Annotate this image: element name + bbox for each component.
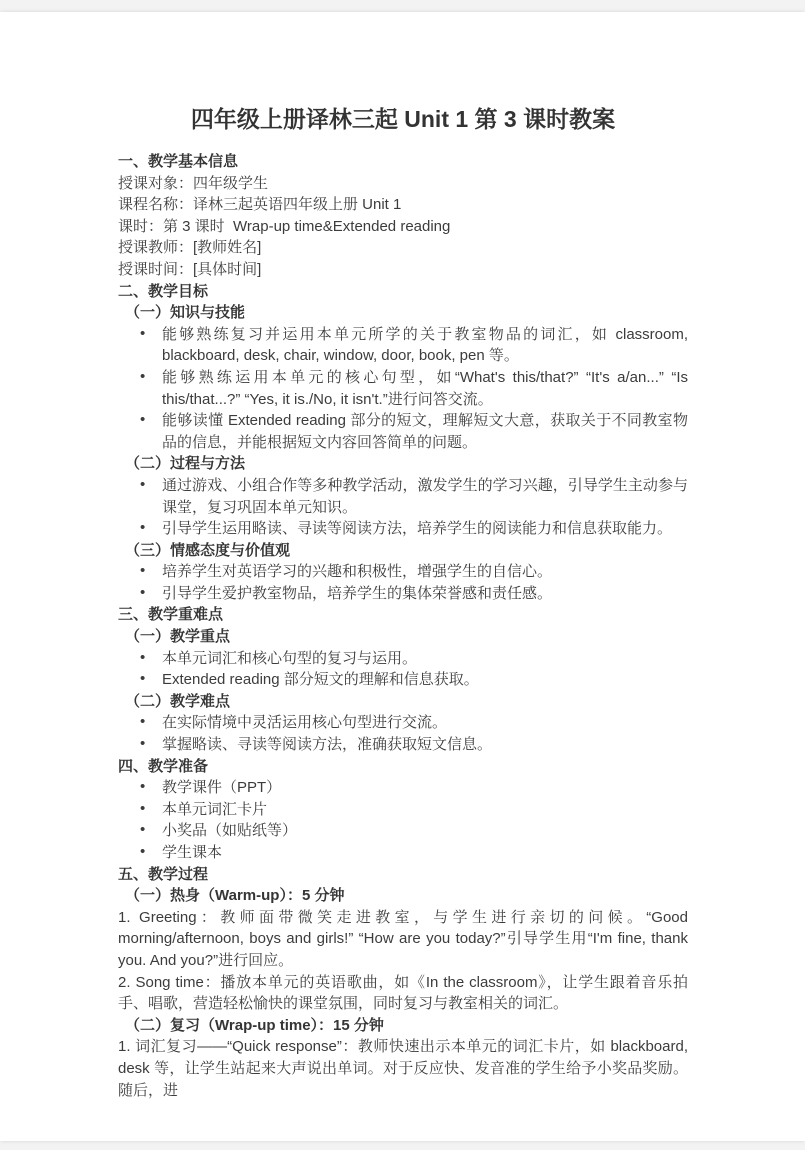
document-body [118, 151, 688, 1101]
bullet-text: 能够读懂 Extended reading 部分的短文，理解短文大意，获取关于不同教室物品的信息，并能根据短文内容回答简单的问题。 [162, 412, 688, 451]
bullet-text: 本单元词汇和核心句型的复习与运用。 [162, 649, 418, 667]
bullet-text: 能够熟练运用本单元的核心句型，如“What's this/that?” “It's a/an...” “Is this/that...?” “Yes, it is./No, it isn't.”进行问答交流。 [162, 368, 688, 408]
bullet-icon: • [140, 778, 146, 796]
bullet-item [118, 518, 688, 540]
document-title: 四年级上册译林三起 Unit 1 第 3 课时教案 [190, 106, 616, 132]
section-heading: 五、教学过程 [118, 865, 209, 883]
bullet-icon: • [140, 324, 146, 342]
bullet-text: 能够熟练复习并运用本单元所学的关于教室物品的词汇，如 classroom, blackboard, desk, chair, window, door, book, pen 等。 [162, 325, 688, 365]
bullet-icon: • [140, 843, 146, 860]
bullet-icon: • [140, 735, 146, 753]
bullet-item [118, 324, 688, 367]
info-line: 授课时间：[具体时间] [118, 260, 262, 278]
bullet-text: 培养学生对英语学习的兴趣和积极性，增强学生的自信心。 [162, 563, 553, 581]
section-heading: 二、教学目标 [118, 282, 209, 300]
bullet-text: 掌握略读、寻读等阅读方法，准确获取短文信息。 [162, 736, 493, 754]
bullet-icon: • [140, 821, 146, 839]
info-line: 课程名称：译林三起英语四年级上册 Unit 1 [118, 196, 402, 214]
bullet-text: 在实际情境中灵活运用核心句型进行交流。 [162, 714, 448, 732]
bullet-item [118, 842, 688, 864]
subsection-heading: （一）教学重点 [125, 628, 231, 646]
bullet-text: 学生课本 [162, 844, 223, 861]
bullet-item [118, 777, 688, 799]
bullet-text: 小奖品（如贴纸等） [162, 822, 298, 840]
bullet-item [118, 367, 688, 410]
bullet-icon: • [140, 411, 146, 429]
bullet-item [118, 734, 688, 756]
info-line: 授课对象：四年级学生 [118, 174, 269, 192]
bullet-icon: • [140, 519, 146, 537]
subsection-heading: （一）热身（Warm-up）：5 分钟 [125, 887, 345, 905]
bullet-icon: • [140, 799, 146, 817]
bullet-text: 引导学生运用略读、寻读等阅读方法，培养学生的阅读能力和信息获取能力。 [162, 520, 673, 538]
bullet-item [118, 583, 688, 605]
bullet-item [118, 820, 688, 842]
subsection-heading: （三）情感态度与价值观 [125, 541, 291, 559]
bullet-text: Extended reading 部分短文的理解和信息获取。 [162, 671, 479, 689]
section-heading: 三、教学重难点 [118, 606, 224, 624]
bullet-text: 教学课件（PPT） [162, 779, 282, 797]
info-line: 授课教师：[教师姓名] [118, 239, 262, 257]
bullet-text: 引导学生爱护教室物品，培养学生的集体荣誉感和责任感。 [162, 584, 553, 602]
paragraph: 1. Greeting：教师面带微笑走进教室，与学生进行亲切的问候。“Good morning/afternoon, boys and girls!” “How are you today?”引导学生用“I'm fine, thank you. And you?”进行回应。 [118, 908, 688, 969]
bullet-item [118, 712, 688, 734]
bullet-item [118, 648, 688, 670]
bullet-icon: • [140, 648, 146, 666]
bullet-item [118, 561, 688, 583]
subsection-heading: （二）过程与方法 [125, 455, 246, 473]
bullet-icon: • [140, 562, 146, 580]
paragraph: 2. Song time：播放本单元的英语歌曲，如《In the classroom》，让学生跟着音乐拍手、唱歌，营造轻松愉快的课堂氛围，同时复习与教室相关的词汇。 [118, 973, 688, 1013]
bullet-icon: • [140, 583, 146, 601]
bullet-item [118, 799, 688, 821]
section-heading: 一、教学基本信息 [118, 153, 239, 170]
bullet-item [118, 669, 688, 691]
bullet-icon: • [140, 475, 146, 493]
info-line: 课时：第 3 课时 Wrap-up time&Extended reading [118, 217, 451, 235]
bullet-item [118, 475, 688, 518]
bullet-item [118, 410, 688, 453]
bullet-icon: • [140, 670, 146, 688]
bullet-text: 本单元词汇卡片 [162, 800, 268, 818]
bullet-icon: • [140, 713, 146, 731]
paragraph: 1. 词汇复习——“Quick response”：教师快速出示本单元的词汇卡片，如 blackboard, desk 等，让学生站起来大声说出单词。对于反应快、发音准的学生给予小奖品奖励。随后，进 [118, 1038, 688, 1099]
document-page [0, 12, 805, 1141]
subsection-heading: （二）教学难点 [125, 692, 231, 710]
bullet-text: 通过游戏、小组合作等多种教学活动，激发学生的学习兴趣，引导学生主动参与课堂，复习巩固本单元知识。 [162, 476, 688, 516]
section-heading: 四、教学准备 [118, 757, 209, 775]
subsection-heading: （一）知识与技能 [125, 304, 246, 322]
subsection-heading: （二）复习（Wrap-up time）：15 分钟 [125, 1016, 384, 1034]
bullet-icon: • [140, 367, 146, 385]
